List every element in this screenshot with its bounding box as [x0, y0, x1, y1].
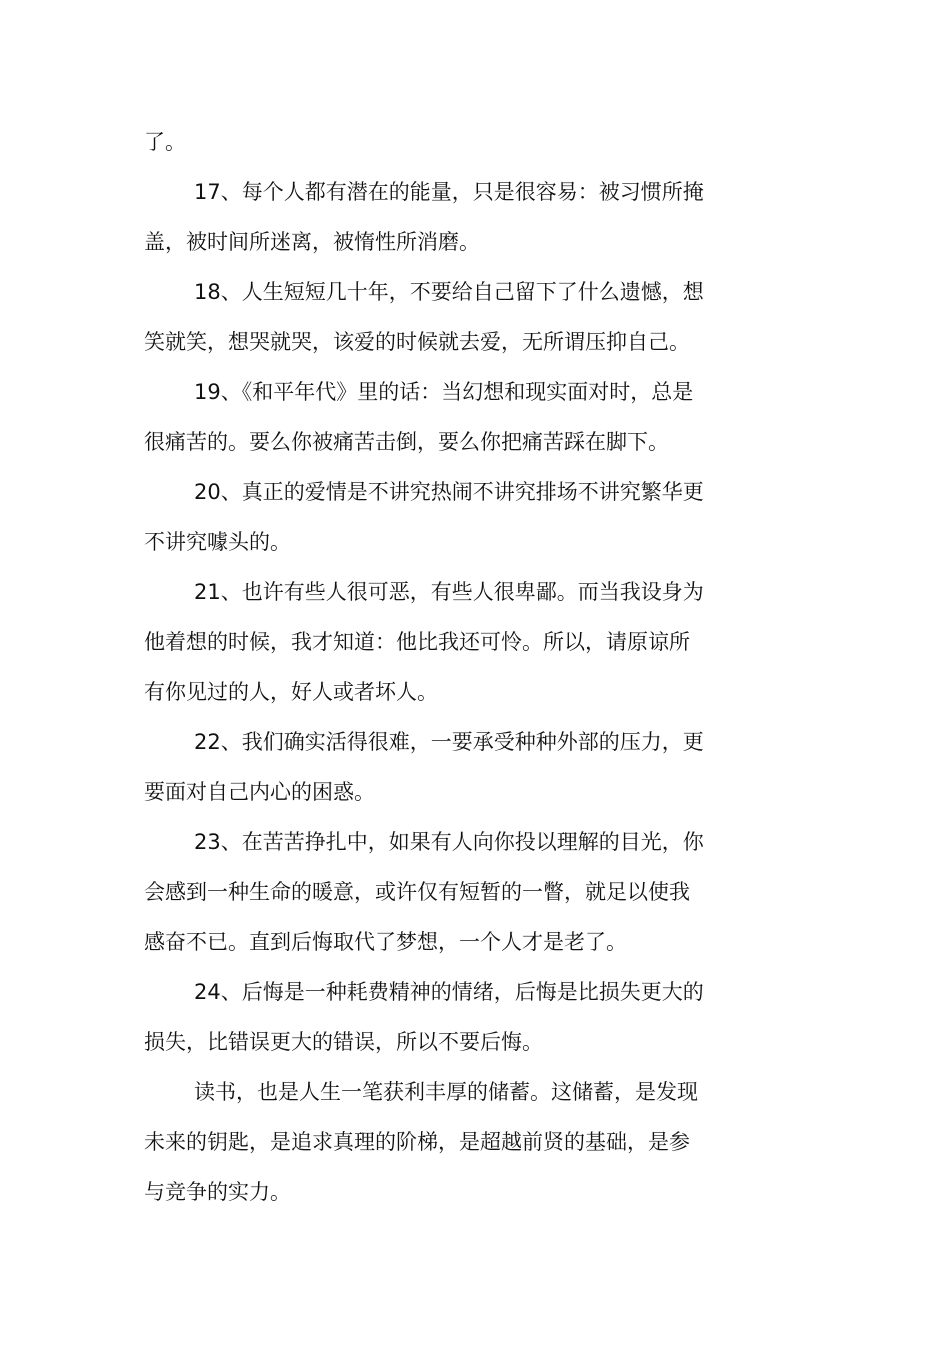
text-line: 有你见过的人，好人或者坏人。	[144, 680, 438, 704]
text-line: 不讲究噱头的。	[144, 530, 291, 554]
text-line: 笑就笑，想哭就哭，该爱的时候就去爱，无所谓压抑自己。	[144, 330, 690, 354]
text-line: 他着想的时候，我才知道：他比我还可怜。所以，请原谅所	[144, 630, 690, 654]
text-line: 与竞争的实力。	[144, 1180, 291, 1204]
text-line: 20、真正的爱情是不讲究热闹不讲究排场不讲究繁华更	[194, 480, 704, 504]
text-line: 了。	[144, 130, 186, 154]
text-line: 18、人生短短几十年，不要给自己留下了什么遗憾，想	[194, 280, 704, 304]
text-line: 读书，也是人生一笔获利丰厚的储蓄。这储蓄，是发现	[194, 1080, 698, 1104]
text-line: 未来的钥匙，是追求真理的阶梯，是超越前贤的基础，是参	[144, 1130, 690, 1154]
text-line: 要面对自己内心的困惑。	[144, 780, 375, 804]
text-line: 损失，比错误更大的错误，所以不要后悔。	[144, 1030, 543, 1054]
text-line: 盖，被时间所迷离，被惰性所消磨。	[144, 230, 480, 254]
text-line: 19、《和平年代》里的话：当幻想和现实面对时，总是	[194, 380, 694, 404]
text-line: 23、在苦苦挣扎中，如果有人向你投以理解的目光，你	[194, 830, 704, 854]
text-line: 17、每个人都有潜在的能量，只是很容易：被习惯所掩	[194, 180, 704, 204]
text-line: 24、后悔是一种耗费精神的情绪，后悔是比损失更大的	[194, 980, 704, 1004]
text-line: 会感到一种生命的暖意，或许仅有短暂的一瞥，就足以使我	[144, 880, 690, 904]
text-line: 21、也许有些人很可恶，有些人很卑鄙。而当我设身为	[194, 580, 704, 604]
text-line: 很痛苦的。要么你被痛苦击倒，要么你把痛苦踩在脚下。	[144, 430, 669, 454]
text-line: 感奋不已。直到后悔取代了梦想，一个人才是老了。	[144, 930, 627, 954]
text-line: 22、我们确实活得很难，一要承受种种外部的压力，更	[194, 730, 704, 754]
